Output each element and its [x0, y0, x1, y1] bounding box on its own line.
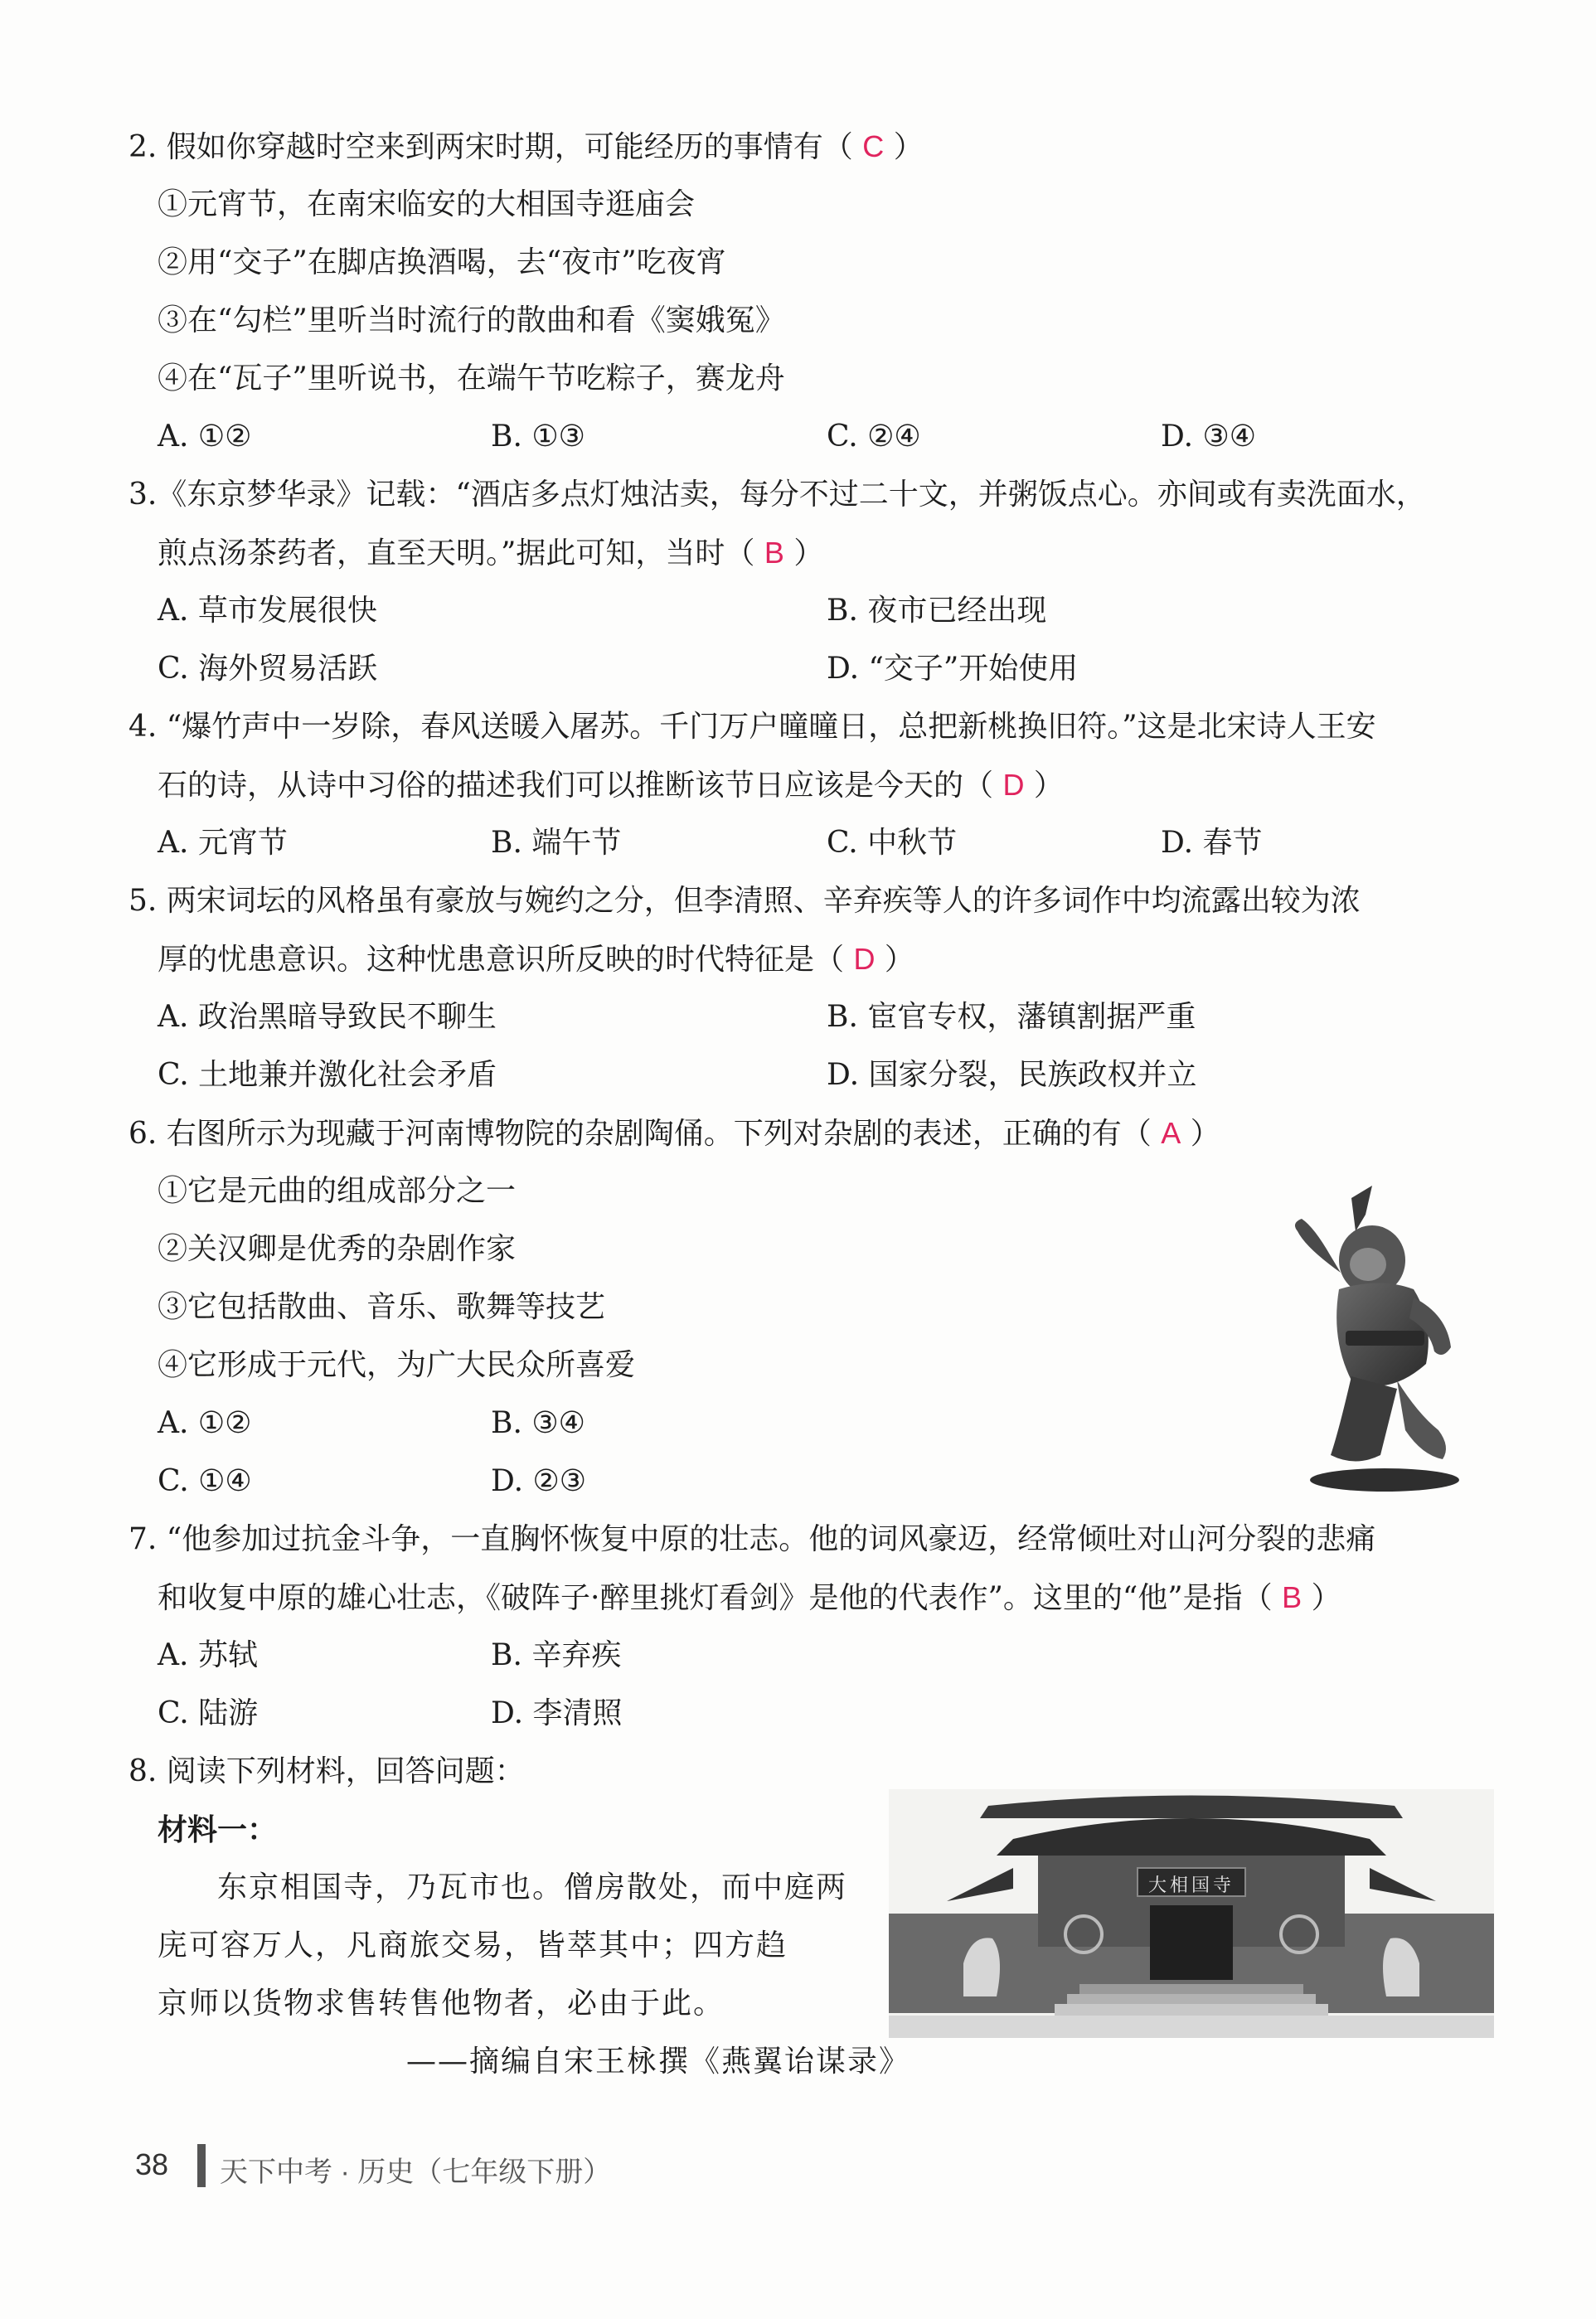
q2-stem: 2. 假如你穿越时空来到两宋时期，可能经历的事情有（ C ）: [129, 129, 924, 164]
q3-option-b: B. 夜市已经出现: [827, 594, 1047, 628]
q5-stem-line2: 厚的忧患意识。这种忧患意识所反映的时代特征是（ D ）: [158, 942, 914, 977]
q6-option-a: A. ①②: [158, 1406, 252, 1440]
q3-answer: B: [764, 536, 784, 570]
xiangguo-temple-image: [889, 1789, 1494, 2038]
q4-stem-line1: 4. “爆竹声中一岁除，春风送暖入屠苏。千门万户曈曈日，总把新桃换旧符。”这是北宋诗人王安: [129, 710, 1376, 744]
q4-stem-line2: 石的诗，从诗中习俗的描述我们可以推断该节日应该是今天的（ D ）: [158, 768, 1064, 803]
q8-material-line-3: 京师以货物求售转售他物者，必由于此。: [158, 1987, 725, 2021]
q2-option-b: B. ①③: [491, 420, 585, 454]
q2-option-d: D. ③④: [1161, 420, 1257, 454]
q6-item-1: ①它是元曲的组成部分之一: [158, 1174, 517, 1208]
q2-item-3: ③在“勾栏”里听当时流行的散曲和看《窦娥冤》: [158, 303, 785, 337]
q6-option-d: D. ②③: [491, 1464, 587, 1498]
q8-material-title: 材料一：: [158, 1812, 278, 1847]
q2-item-4: ④在“瓦子”里听说书，在端午节吃粽子，赛龙舟: [158, 361, 785, 395]
q5-option-b: B. 宦官专权，藩镇割据严重: [827, 1000, 1196, 1034]
q2-item-1: ①元宵节，在南宋临安的大相国寺逛庙会: [158, 187, 696, 221]
q7-stem-line1: 7. “他参加过抗金斗争，一直胸怀恢复中原的壮志。他的词风豪迈，经常倾吐对山河分裂的悲痛: [129, 1522, 1376, 1556]
q2-option-a: A. ①②: [158, 420, 252, 454]
q3-stem-line2: 煎点汤茶药者，直至天明。”据此可知，当时（ B ）: [158, 536, 824, 570]
q6-stem: 6. 右图所示为现藏于河南博物院的杂剧陶俑。下列对杂剧的表述，正确的有（ A ）: [129, 1116, 1220, 1151]
q2-option-c: C. ②④: [827, 420, 921, 454]
q5-stem-line1: 5. 两宋词坛的风格虽有豪放与婉约之分，但李清照、辛弃疾等人的许多词作中均流露出较为浓: [129, 884, 1361, 918]
zaju-figurine-image: [1273, 1181, 1488, 1497]
q8-stem: 8. 阅读下列材料，回答问题：: [129, 1754, 525, 1788]
q8-material-line-2: 庑可容万人，凡商旅交易，皆萃其中；四方趋: [158, 1928, 788, 1962]
q6-item-4: ④它形成于元代，为广大民众所喜爱: [158, 1348, 636, 1382]
q4-option-d: D. 春节: [1161, 826, 1263, 860]
q5-option-c: C. 土地兼并激化社会矛盾: [158, 1058, 497, 1092]
q6-answer: A: [1161, 1116, 1181, 1150]
q6-option-c: C. ①④: [158, 1464, 252, 1498]
book-title: 天下中考 · 历史（七年级下册）: [220, 2156, 612, 2188]
temple-plaque-text: 大相国寺: [1147, 1875, 1235, 1896]
q3-option-d: D. “交子”开始使用: [827, 652, 1079, 686]
q3-option-a: A. 草市发展很快: [158, 594, 377, 628]
q5-option-a: A. 政治黑暗导致民不聊生: [158, 1000, 497, 1034]
q3-stem-line1: 3.《东京梦华录》记载：“酒店多点灯烛沽卖，每分不过二十文，并粥饭点心。亦间或有卖洗面水，: [129, 478, 1426, 512]
q7-option-a: A. 苏轼: [158, 1638, 258, 1672]
q6-option-b: B. ③④: [491, 1406, 585, 1440]
q8-material-line-1: 东京相国寺，乃瓦市也。僧房散处，而中庭两: [217, 1870, 848, 1904]
q5-option-d: D. 国家分裂，民族政权并立: [827, 1058, 1197, 1092]
q2-answer: C: [862, 129, 885, 163]
page-number: 38: [135, 2147, 169, 2181]
q2-item-2: ②用“交子”在脚店换酒喝，去“夜市”吃夜宵: [158, 245, 726, 279]
q3-option-c: C. 海外贸易活跃: [158, 652, 378, 686]
q4-option-b: B. 端午节: [491, 826, 622, 860]
q5-answer: D: [853, 942, 876, 976]
q4-option-c: C. 中秋节: [827, 826, 958, 860]
q7-option-c: C. 陆游: [158, 1696, 259, 1730]
q6-item-2: ②关汉卿是优秀的杂剧作家: [158, 1232, 517, 1266]
q4-option-a: A. 元宵节: [158, 826, 288, 860]
q7-answer: B: [1282, 1580, 1303, 1614]
q7-stem-line2: 和收复中原的雄心壮志，《破阵子·醉里挑灯看剑》是他的代表作”。这里的“他”是指（ B ）: [158, 1580, 1341, 1615]
q7-option-d: D. 李清照: [491, 1696, 623, 1730]
q4-answer: D: [1002, 768, 1025, 802]
footer-divider: [197, 2144, 206, 2187]
q6-item-3: ③它包括散曲、音乐、歌舞等技艺: [158, 1290, 606, 1324]
q7-option-b: B. 辛弃疾: [491, 1638, 622, 1672]
q8-material-source: ——摘编自宋王栐撰《燕翼诒谋录》: [406, 2045, 911, 2079]
